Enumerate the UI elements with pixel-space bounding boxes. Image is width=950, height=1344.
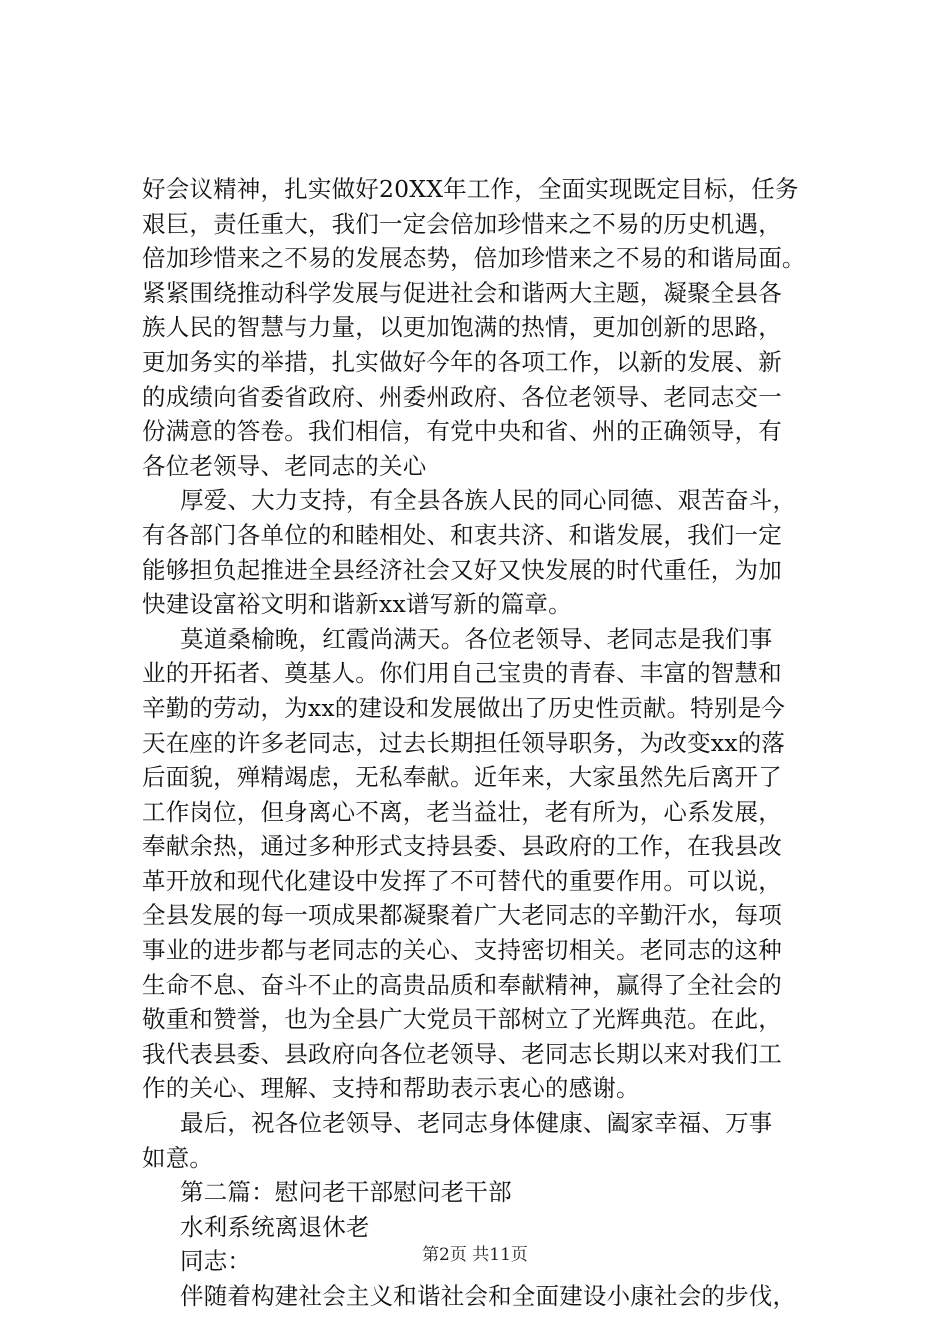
text-line: 天在座的许多老同志，过去长期担任领导职务，为改变xx的落 bbox=[142, 728, 786, 757]
text-line: 革开放和现代化建设中发挥了不可替代的重要作用。可以说， bbox=[142, 866, 782, 895]
text-line: 如意。 bbox=[142, 1143, 214, 1172]
text-line: 全县发展的每一项成果都凝聚着广大老同志的辛勤汗水，每项 bbox=[142, 901, 782, 930]
text-line: 后面貌，殚精竭虑，无私奉献。近年来，大家虽然先后离开了 bbox=[142, 763, 782, 792]
text-line: 能够担负起推进全县经济社会又好又快发展的时代重任，为加 bbox=[142, 555, 782, 584]
text-line: 快建设富裕文明和谐新xx谱写新的篇章。 bbox=[142, 590, 572, 619]
text-line: 紧紧围绕推动科学发展与促进社会和谐两大主题，凝聚全县各 bbox=[142, 278, 782, 307]
text-line: 艰巨，责任重大，我们一定会倍加珍惜来之不易的历史机遇， bbox=[142, 209, 782, 238]
text-line: 同志： bbox=[180, 1247, 252, 1276]
text-line: 最后，祝各位老领导、老同志身体健康、阖家幸福、万事 bbox=[180, 1109, 773, 1138]
text-line: 生命不息、奋斗不止的高贵品质和奉献精神，赢得了全社会的 bbox=[142, 970, 782, 999]
text-line: 我代表县委、县政府向各位老领导、老同志长期以来对我们工 bbox=[142, 1039, 782, 1068]
text-line: 各位老领导、老同志的关心 bbox=[142, 451, 427, 480]
text-line: 事业的进步都与老同志的关心、支持密切相关。老同志的这种 bbox=[142, 936, 782, 965]
text-line: 敬重和赞誉，也为全县广大党员干部树立了光辉典范。在此， bbox=[142, 1005, 782, 1034]
text-line: 莫道桑榆晚，红霞尚满天。各位老领导、老同志是我们事 bbox=[180, 624, 773, 653]
text-line: 倍加珍惜来之不易的发展态势，倍加珍惜来之不易的和谐局面。 bbox=[142, 244, 806, 273]
page-number-footer: 第2页 共11页 bbox=[422, 1245, 528, 1265]
text-line: 第二篇：慰问老干部慰问老干部 bbox=[180, 1178, 512, 1207]
text-line: 的成绩向省委省政府、州委州政府、各位老领导、老同志交一 bbox=[142, 382, 782, 411]
text-line: 辛勤的劳动，为xx的建设和发展做出了历史性贡献。特别是今 bbox=[142, 693, 786, 722]
text-line: 水利系统离退休老 bbox=[180, 1212, 370, 1241]
text-line: 好会议精神，扎实做好20XX年工作，全面实现既定目标，任务 bbox=[142, 175, 799, 203]
text-line: 更加务实的举措，扎实做好今年的各项工作，以新的发展、新 bbox=[142, 347, 782, 376]
text-line: 作的关心、理解、支持和帮助表示衷心的感谢。 bbox=[142, 1074, 640, 1103]
text-line: 族人民的智慧与力量，以更加饱满的热情，更加创新的思路， bbox=[142, 313, 782, 342]
text-line: 份满意的答卷。我们相信，有党中央和省、州的正确领导，有 bbox=[142, 417, 782, 446]
text-line: 厚爱、大力支持，有全县各族人民的同心同德、艰苦奋斗， bbox=[180, 486, 797, 515]
text-line: 业的开拓者、奠基人。你们用自己宝贵的青春、丰富的智慧和 bbox=[142, 659, 782, 688]
text-line: 伴随着构建社会主义和谐社会和全面建设小康社会的步伐， bbox=[180, 1282, 797, 1310]
text-line: 工作岗位，但身离心不离，老当益壮，老有所为，心系发展， bbox=[142, 797, 782, 826]
document-body bbox=[142, 172, 842, 1314]
text-line: 奉献余热，通过多种形式支持县委、县政府的工作，在我县改 bbox=[142, 832, 782, 861]
text-line: 有各部门各单位的和睦相处、和衷共济、和谐发展，我们一定 bbox=[142, 520, 782, 549]
